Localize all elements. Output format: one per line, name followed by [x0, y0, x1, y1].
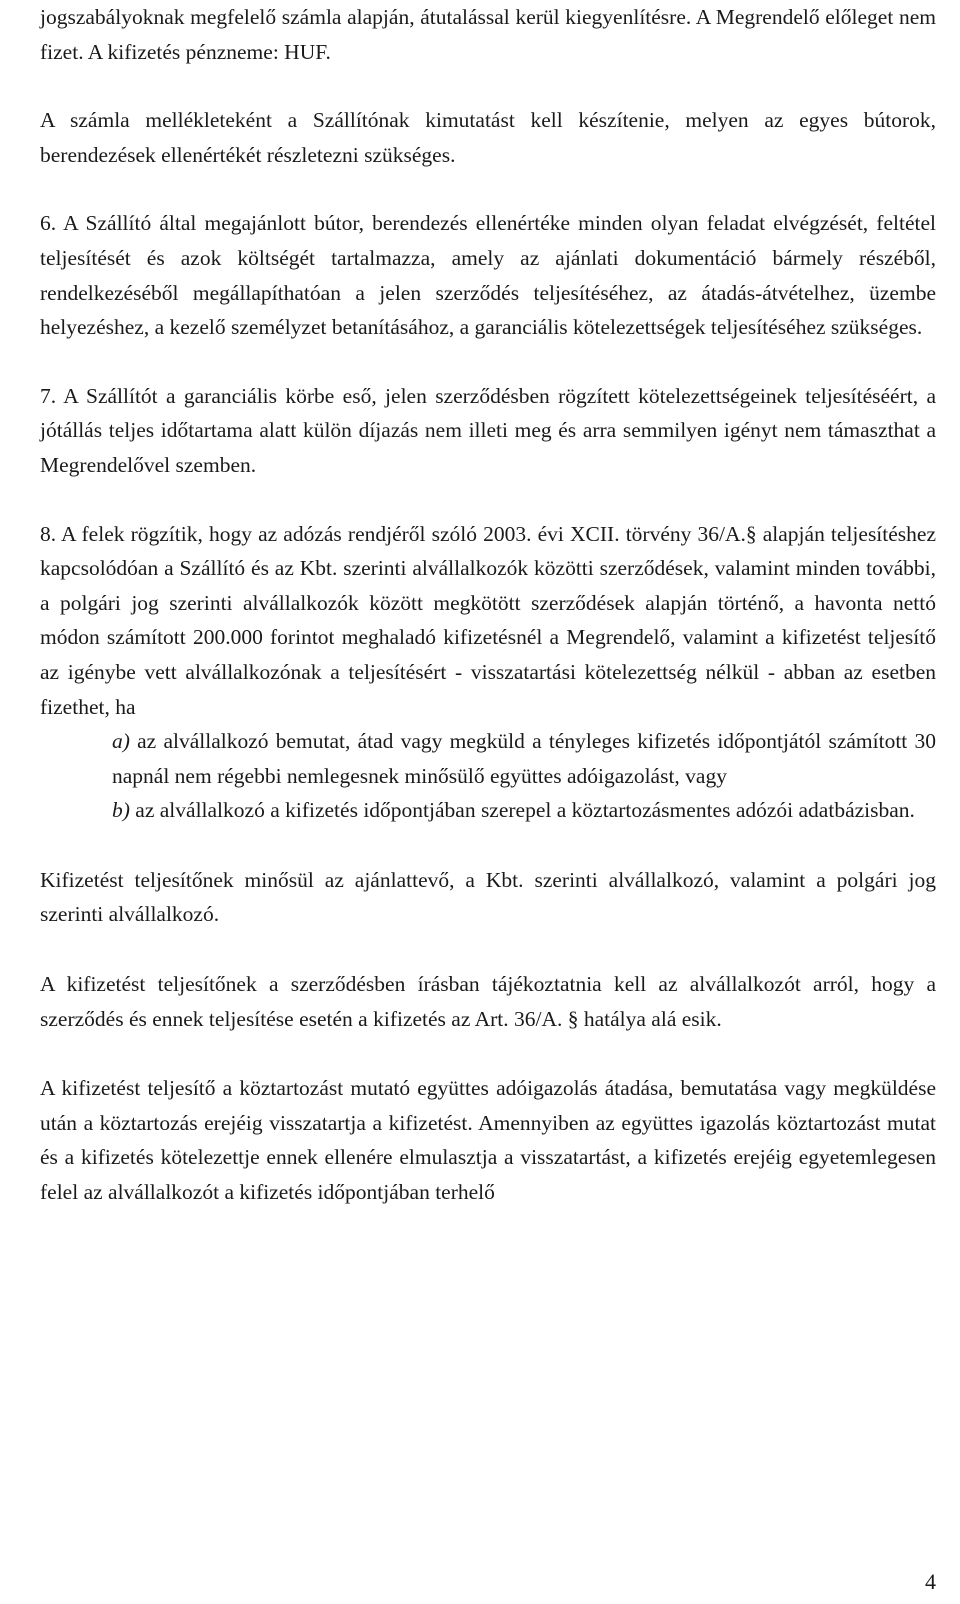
paragraph-section-7: 7. A Szállítót a garanciális körbe eső, jelen szerződésben rögzített kötelezettségeinek teljesítéséért, a jótállás teljes időtartama alatt külön díjazás nem illeti meg és arra semmilyen igényt nem támaszthat a Megrendelővel szemben. [40, 383, 936, 477]
paragraph-invoice-attachment: A számla mellékleteként a Szállítónak kimutatást kell készítenie, melyen az egyes bútorok, berendezések ellenértékét részletezni szükséges. [40, 108, 936, 167]
paragraph-withholding: A kifizetést teljesítő a köztartozást mutató együttes adóigazolás átadása, bemutatása vagy megküldése után a köztartozás erejéig visszatartja a kifizetést. Amennyiben az együttes igazolás köztartozást mutat és a kifizetés kötelezettje ennek ellenére elmulasztja a visszatartást, a kifizetés erejéig egyetemlegesen felel az alvállalkozót a kifizetés időpontjában terhelő [40, 1076, 936, 1205]
list-item-b [112, 793, 936, 828]
list-item-b-text: az alvállalkozó a kifizetés időpontjában szerepel a köztartozásmentes adózói adatbázisban. [129, 798, 915, 823]
paragraph-subcontractor-notice: A kifizetést teljesítőnek a szerződésben írásban tájékoztatnia kell az alvállalkozót arról, hogy a szerződés és ennek teljesítése esetén a kifizetés az Art. 36/A. § hatálya alá esik. [40, 972, 936, 1031]
list-item-a-label: a) [112, 729, 130, 754]
paragraph-payer-definition: Kifizetést teljesítőnek minősül az ajánlattevő, a Kbt. szerinti alvállalkozó, valamint a polgári jog szerinti alvállalkozó. [40, 867, 936, 927]
paragraph-payment-terms: jogszabályoknak megfelelő számla alapján, átutalással kerül kiegyenlítésre. A Megrendelő előleget nem fizet. A kifizetés pénzneme: HUF. [40, 5, 936, 64]
list-item-a [112, 724, 936, 793]
paragraph-section-6: 6. A Szállító által megajánlott bútor, berendezés ellenértéke minden olyan feladat elvégzését, feltétel teljesítését és azok költségét tartalmazza, amely az ajánlati dokumentáció bármely részéből, rendelkezéséből megállapíthatóan a jelen szerződés teljesítéséhez, az átadás-átvételhez, üzembe helyezéshez, a kezelő személyzet betanításához, a garanciális kötelezettségek teljesítéséhez szükséges. [40, 211, 936, 340]
document-body [40, 0, 936, 1210]
list-item-a-text: az alvállalkozó bemutat, átad vagy megküld a tényleges kifizetés időpontjától számított 30 napnál nem régebbi nemlegesnek minősülő együttes adóigazolást, vagy [112, 729, 936, 788]
list-item-b-label: b) [112, 798, 130, 823]
paragraph-section-8: 8. A felek rögzítik, hogy az adózás rendjéről szóló 2003. évi XCII. törvény 36/A.§ alapján teljesítéshez kapcsolódóan a Szállító és az Kbt. szerinti alvállalkozók közötti szerződések, valamint minden további, a polgári jog szerinti alvállalkozók között megkötött szerződések alapján történő, a havonta nettó módon számított 200.000 forintot meghaladó kifizetésnél a Megrendelő, valamint a kifizetést teljesítő az igénybe vett alvállalkozónak a teljesítésért - visszatartási kötelezettség nélkül - abban az esetben fizethet, ha [40, 521, 936, 719]
page-number: 4 [925, 1569, 936, 1594]
